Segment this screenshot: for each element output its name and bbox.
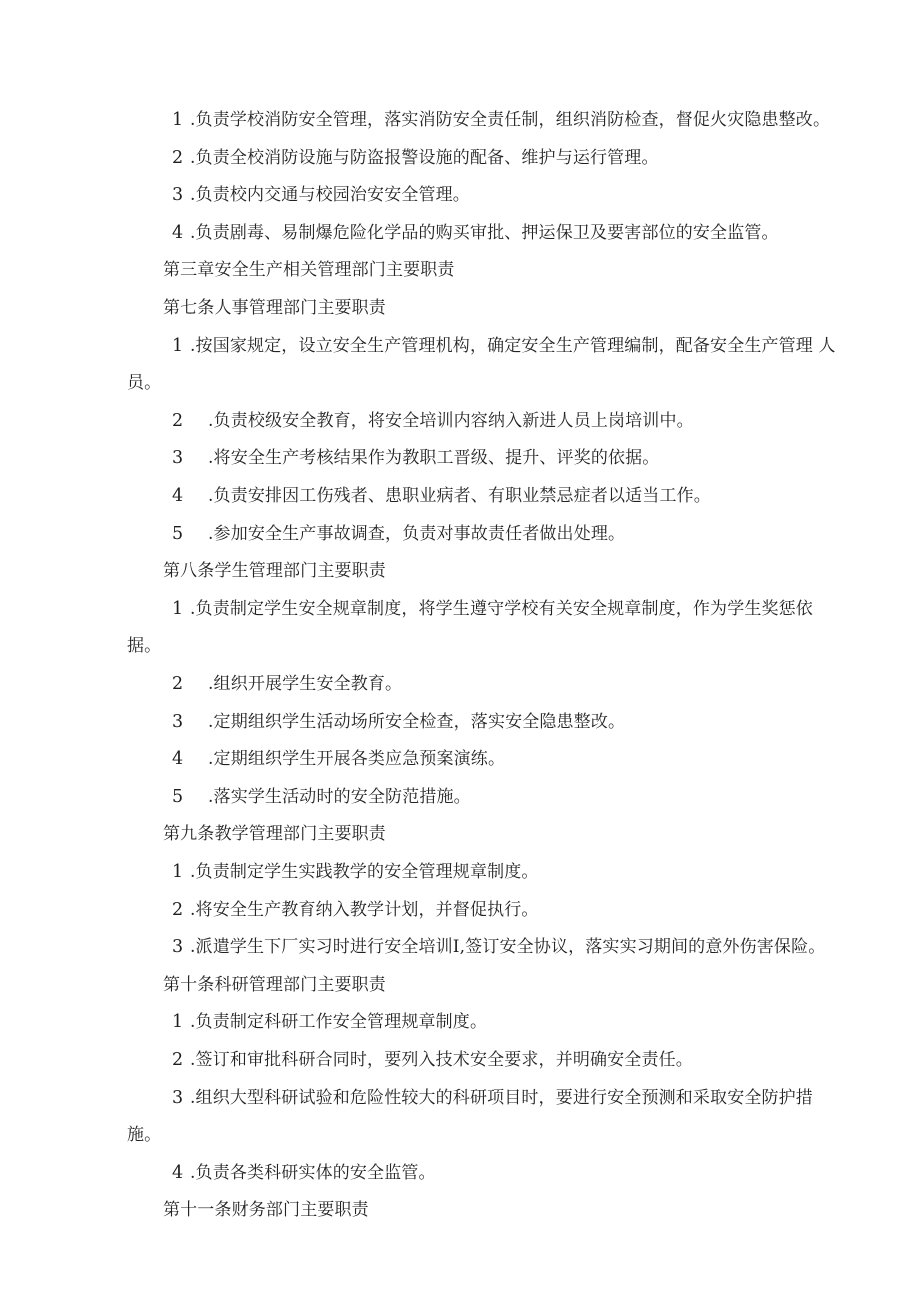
list-item (172, 900, 539, 920)
list-item-number: 4 (172, 222, 184, 243)
list-item-number: 2 (172, 899, 184, 920)
section-heading: 第七条人事管理部门主要职责 (163, 298, 386, 318)
list-item-number: 3 (172, 448, 184, 469)
list-item (172, 749, 505, 769)
list-item (172, 448, 659, 468)
list-item-text: .负责校级安全教育，将安全培训内容纳入新进人员上岗培训中。 (208, 410, 694, 431)
list-item (172, 486, 711, 506)
list-item-number: 2 (172, 147, 184, 168)
list-item-number: 5 (172, 523, 184, 544)
list-item-number: 3 (172, 1087, 184, 1108)
list-item-text: .定期组织学生活动场所安全检查，落实安全隐患整改。 (208, 711, 626, 732)
list-item (172, 1012, 487, 1032)
list-item-text: .负责学校消防安全管理，落实消防安全责任制，组织消防检查，督促火灾隐患整改。 (190, 110, 831, 130)
list-item-number: 4 (172, 749, 184, 770)
section-heading: 第九条教学管理部门主要职责 (163, 824, 386, 845)
list-item-number: 1 (172, 110, 184, 130)
list-item-text: .负责校内交通与校园治安安全管理。 (190, 185, 470, 206)
list-item (172, 1088, 813, 1108)
list-item (172, 862, 539, 882)
list-item (172, 1163, 436, 1183)
list-item (172, 411, 694, 431)
list-item-text: .负责制定科研工作安全管理规章制度。 (190, 1012, 488, 1033)
list-item (172, 336, 836, 356)
list-item (172, 223, 779, 243)
list-item-number: 2 (172, 674, 184, 694)
list-item-number: 3 (172, 937, 184, 958)
list-item-wrapped-line: 施。 (127, 1125, 162, 1146)
section-heading: 第十一条财务部门主要职责 (163, 1200, 369, 1221)
list-item-text: .组织大型科研试验和危险性较大的科研项目时，要进行安全预测和采取安全防护措 (190, 1087, 813, 1108)
list-item-number: 2 (172, 410, 184, 431)
list-item (172, 787, 471, 807)
list-item-wrapped-line: 据。 (127, 636, 162, 657)
list-item-text: .将安全生产教育纳入教学计划，并督促执行。 (190, 899, 539, 920)
list-item-number: 1 (172, 598, 184, 619)
list-item (172, 599, 813, 619)
list-item-text: .组织开展学生安全教育。 (208, 674, 403, 694)
list-item-number: 1 (172, 1012, 184, 1033)
list-item-wrapped-line: 员。 (127, 373, 162, 394)
list-item-text: .参加安全生产事故调查，负责对事故责任者做出处理。 (208, 523, 626, 544)
list-item-text: .定期组织学生开展各类应急预案演练。 (208, 749, 506, 770)
list-item-number: 2 (172, 1050, 184, 1070)
list-item-text: .负责安排因工伤残者、患职业病者、有职业禁忌症者以适当工作。 (208, 486, 711, 506)
list-item-number: 3 (172, 711, 184, 732)
list-item (172, 674, 402, 694)
section-heading: 第八条学生管理部门主要职责 (163, 561, 386, 582)
list-item-text: .负责全校消防设施与防盗报警设施的配备、维护与运行管理。 (190, 147, 659, 168)
list-item (172, 937, 825, 957)
list-item (172, 712, 625, 732)
section-heading: 第十条科研管理部门主要职责 (163, 974, 386, 995)
section-heading: 第三章安全生产相关管理部门主要职责 (163, 260, 455, 281)
list-item-text: .负责剧毒、易制爆危险化学品的购买审批、押运保卫及要害部位的安全监管。 (190, 222, 779, 243)
list-item-text: .将安全生产考核结果作为教职工晋级、提升、评奖的依据。 (208, 448, 660, 469)
list-item-number: 1 (172, 335, 184, 356)
list-item-number: 4 (172, 486, 184, 506)
list-item-text: .负责制定学生实践教学的安全管理规章制度。 (190, 862, 539, 882)
list-item-text: .负责制定学生安全规章制度，将学生遵守学校有关安全规章制度，作为学生奖惩依 (190, 598, 813, 619)
list-item-number: 3 (172, 185, 184, 206)
list-item-text: .签订和审批科研合同时，要列入技术安全要求，并明确安全责任。 (190, 1050, 693, 1070)
list-item-text: .按国家规定，设立安全生产管理机构，确定安全生产管理编制，配备安全生产管理 人 (190, 335, 836, 356)
list-item (172, 110, 830, 130)
list-item (172, 148, 659, 168)
list-item-number: 4 (172, 1162, 184, 1183)
list-item-number: 1 (172, 862, 184, 882)
list-item (172, 185, 470, 205)
list-item (172, 524, 625, 544)
list-item-text: .负责各类科研实体的安全监管。 (190, 1162, 436, 1183)
list-item-text: .派遣学生下厂实习时进行安全培训I,签订安全协议，落实实习期间的意外伤害保险。 (190, 937, 826, 958)
list-item-text: .落实学生活动时的安全防范措施。 (208, 786, 471, 807)
list-item (172, 1050, 693, 1070)
list-item-number: 5 (172, 786, 184, 807)
